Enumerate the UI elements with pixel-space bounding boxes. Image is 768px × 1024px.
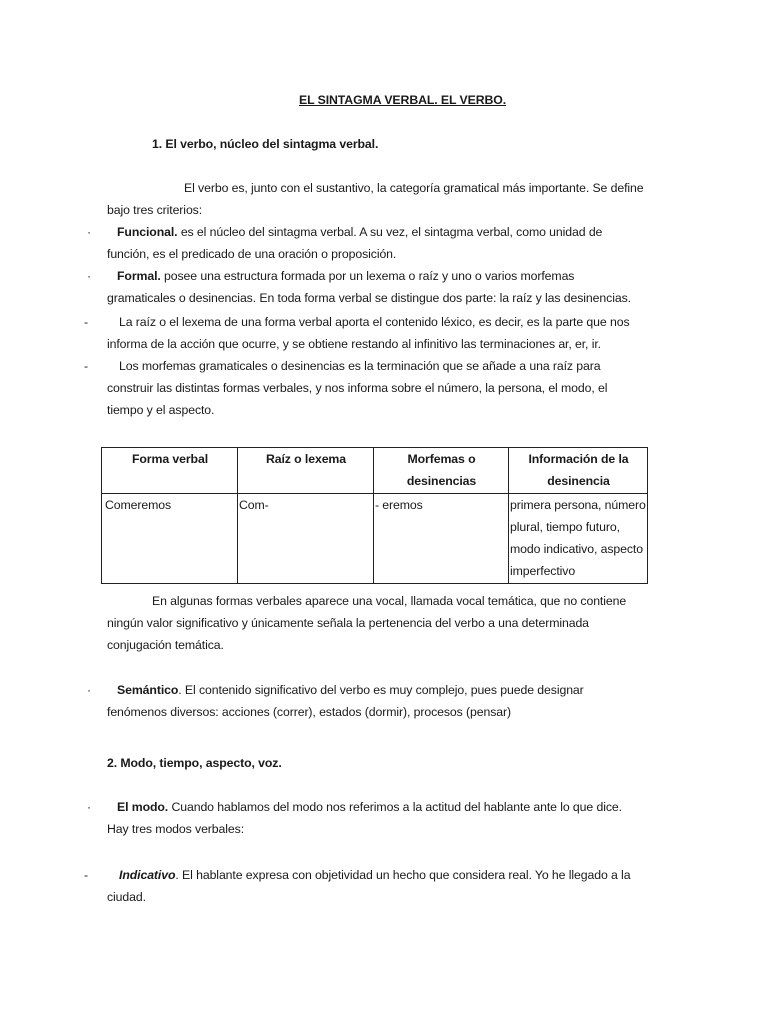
table-header-cell: Forma verbal bbox=[102, 448, 238, 494]
table-cell: - eremos bbox=[374, 493, 509, 583]
dash-marker: - bbox=[84, 315, 88, 329]
morfemas-paragraph-line: construir las distintas formas verbales, y nos informa sobre el número, la persona, el modo, el bbox=[107, 381, 608, 395]
funcional-paragraph bbox=[117, 221, 602, 243]
table-cell: primera persona, número plural, tiempo futuro, modo indicativo, aspecto imperfectivo bbox=[509, 493, 648, 583]
morfemas-paragraph-line: Los morfemas gramaticales o desinencias es la terminación que se añade a una raíz para bbox=[119, 359, 601, 373]
indicativo-text: . El hablante expresa con objetividad un hecho que considera real. Yo he llegado a la bbox=[175, 868, 631, 882]
vocal-paragraph-line: conjugación temática. bbox=[107, 638, 224, 652]
modo-paragraph bbox=[117, 796, 622, 818]
formal-label: Formal. bbox=[117, 269, 161, 283]
indicativo-label: Indicativo bbox=[119, 868, 176, 882]
modo-label: El modo. bbox=[117, 800, 169, 814]
table-header-cell: Raíz o lexema bbox=[238, 448, 374, 494]
table-cell: Comeremos bbox=[102, 493, 238, 583]
semantico-label: Semántico bbox=[117, 683, 179, 697]
vocal-paragraph-line: ningún valor significativo y únicamente señala la pertenencia del verbo a una determinada bbox=[107, 616, 589, 630]
bullet-dot: · bbox=[87, 269, 91, 283]
semantico-paragraph-line: fenómenos diversos: acciones (correr), estados (dormir), procesos (pensar) bbox=[107, 705, 512, 719]
bullet-dot: · bbox=[87, 225, 91, 239]
intro-paragraph-line: El verbo es, junto con el sustantivo, la categoría gramatical más importante. Se define bbox=[184, 181, 644, 195]
verb-analysis-table bbox=[101, 447, 648, 584]
indicativo-paragraph bbox=[119, 864, 630, 886]
funcional-text: es el núcleo del sintagma verbal. A su vez, el sintagma verbal, como unidad de bbox=[177, 225, 603, 239]
bullet-dot: · bbox=[87, 683, 91, 697]
indicativo-paragraph-line: ciudad. bbox=[107, 890, 146, 904]
table-cell: Com- bbox=[238, 493, 374, 583]
funcional-paragraph-line: función, es el predicado de una oración o proposición. bbox=[107, 247, 397, 261]
semantico-text: . El contenido significativo del verbo es muy complejo, pues puede designar bbox=[178, 683, 584, 697]
table-header-row bbox=[102, 448, 648, 494]
section-2-heading: 2. Modo, tiempo, aspecto, voz. bbox=[107, 756, 282, 770]
bullet-dot: · bbox=[87, 800, 91, 814]
morfemas-paragraph-line: tiempo y el aspecto. bbox=[107, 403, 215, 417]
semantico-paragraph bbox=[117, 679, 584, 701]
dash-marker: - bbox=[84, 868, 88, 882]
table-header-cell: Morfemas o desinencias bbox=[374, 448, 509, 494]
funcional-label: Funcional. bbox=[117, 225, 178, 239]
raiz-paragraph-line: La raíz o el lexema de una forma verbal aporta el contenido léxico, es decir, es la parte que nos bbox=[119, 315, 630, 329]
table-row bbox=[102, 493, 648, 583]
vocal-paragraph-line: En algunas formas verbales aparece una vocal, llamada vocal temática, que no contiene bbox=[152, 594, 627, 608]
table-header-cell: Información de la desinencia bbox=[509, 448, 648, 494]
formal-text: posee una estructura formada por un lexema o raíz y uno o varios morfemas bbox=[160, 269, 575, 283]
intro-paragraph-line: bajo tres criterios: bbox=[107, 203, 203, 217]
modo-text: Cuando hablamos del modo nos referimos a la actitud del hablante ante lo que dice. bbox=[168, 800, 622, 814]
dash-marker: - bbox=[84, 359, 88, 373]
raiz-paragraph-line: informa de la acción que ocurre, y se obtiene restando al infinitivo las terminaciones ar, er, ir. bbox=[107, 337, 601, 351]
formal-paragraph-line: gramaticales o desinencias. En toda forma verbal se distingue dos parte: la raíz y las desinencias. bbox=[107, 291, 631, 305]
section-1-heading: 1. El verbo, núcleo del sintagma verbal. bbox=[152, 137, 379, 151]
document-title: EL SINTAGMA VERBAL. EL VERBO. bbox=[299, 93, 507, 107]
formal-paragraph bbox=[117, 265, 574, 287]
modo-paragraph-line: Hay tres modos verbales: bbox=[107, 822, 245, 836]
